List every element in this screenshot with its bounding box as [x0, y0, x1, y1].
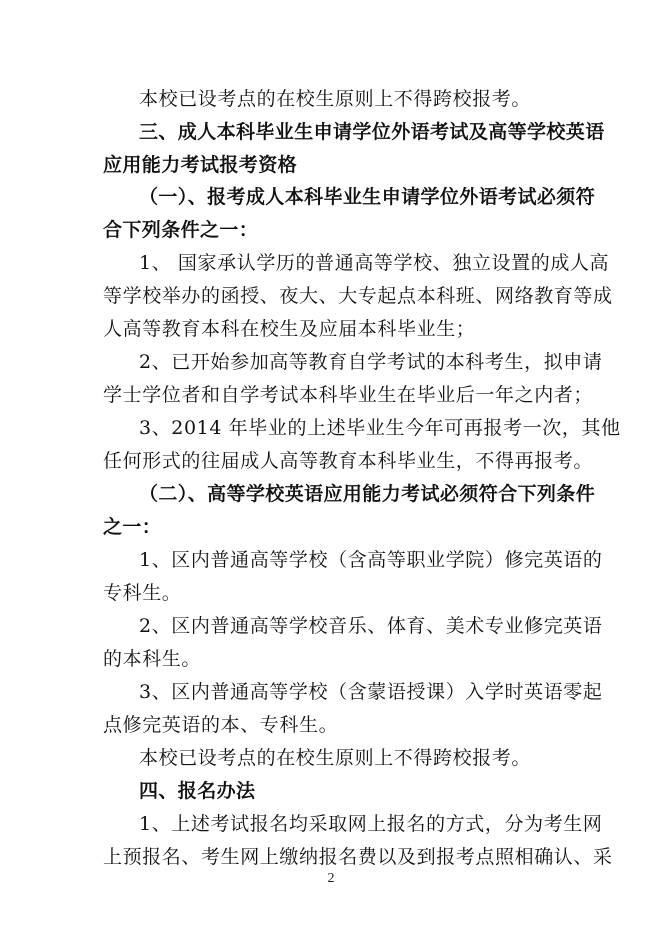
paragraph-line: 本校已设考点的在校生原则上不得跨校报考。	[139, 747, 532, 769]
paragraph-line: 1、区内普通高等学校（含高等职业学院）修完英语的	[139, 549, 603, 571]
paragraph-line: 3、2014 年毕业的上述毕业生今年可再报考一次，其他	[139, 417, 621, 439]
paragraph-line: 等学校举办的函授、夜大、大专起点本科班、网络教育等成	[103, 285, 613, 307]
paragraph-line: 点修完英语的本、专科生。	[103, 714, 339, 736]
subsection-heading: （一）、报考成人本科毕业生申请学位外语考试必须符	[139, 186, 596, 208]
page-number: 2	[327, 871, 335, 886]
paragraph-line: 人高等教育本科在校生及应届本科毕业生；	[103, 318, 476, 340]
subsection-heading: （二）、高等学校英语应用能力考试必须符合下列条件	[139, 483, 596, 505]
paragraph-line: 专科生。	[103, 582, 182, 604]
paragraph-line: 本校已设考点的在校生原则上不得跨校报考。	[139, 88, 532, 110]
paragraph-line: 2、区内普通高等学校音乐、体育、美术专业修完英语	[139, 615, 603, 637]
section-heading-continued: 应用能力考试报考资格	[103, 154, 298, 176]
subsection-heading-continued: 合下列条件之一：	[103, 219, 259, 241]
section-heading: 四、报名办法	[139, 780, 256, 802]
paragraph-line: 1、 国家承认学历的普通高等学校、独立设置的成人高	[139, 252, 610, 274]
paragraph-line: 1、上述考试报名均采取网上报名的方式，分为考生网	[139, 813, 603, 835]
paragraph-line: 的本科生。	[103, 648, 202, 670]
paragraph-line: 任何形式的往届成人高等教育本科毕业生，不得再报考。	[103, 450, 594, 472]
subsection-heading-continued: 之一：	[103, 516, 162, 538]
paragraph-line: 3、区内普通高等学校（含蒙语授课）入学时英语零起	[139, 681, 603, 703]
section-heading: 三、成人本科毕业生申请学位外语考试及高等学校英语	[139, 121, 605, 143]
paragraph-line: 上预报名、考生网上缴纳报名费以及到报考点照相确认、采	[103, 846, 613, 868]
paragraph-line: 学士学位者和自学考试本科毕业生在毕业后一年之内者；	[103, 384, 594, 406]
paragraph-line: 2、已开始参加高等教育自学考试的本科考生，拟申请	[139, 351, 603, 373]
